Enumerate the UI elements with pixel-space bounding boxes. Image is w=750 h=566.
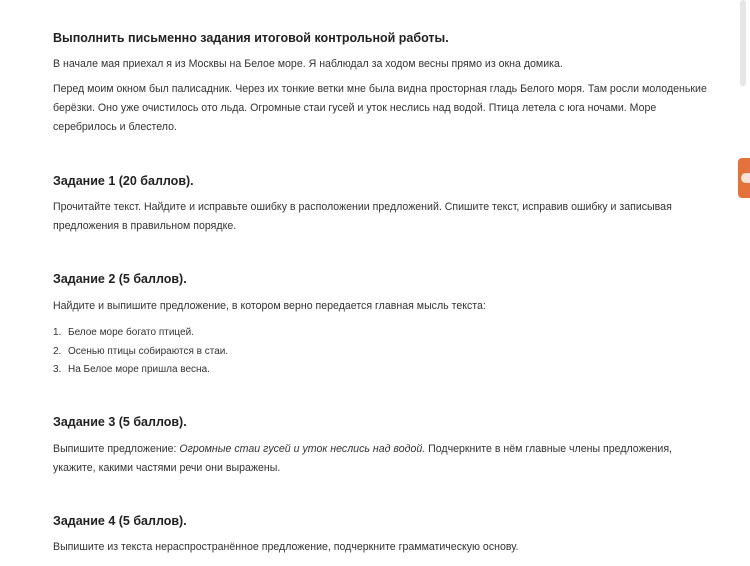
task-2-text: Найдите и выпишите предложение, в котором верно передается главная мысль текста: — [53, 300, 486, 312]
task-4-text: Выпишите из текста нераспространённое предложение, подчеркните грамматическую основу. — [53, 541, 519, 553]
feedback-tab-icon — [741, 173, 750, 183]
task-2-options — [53, 324, 228, 380]
task-1-text: Прочитайте текст. Найдите и исправьте ошибку в расположении предложений. Спишите текст, исправив ошибку и записывая предложения в правильном порядке. — [53, 201, 672, 232]
task-3-heading: Задание 3 (5 баллов). — [53, 415, 187, 429]
list-item-number: 3. — [53, 364, 62, 375]
list-item-text: Осенью птицы собираются в стаи. — [68, 345, 229, 357]
intro-paragraph-1: В начале мая приехал я из Москвы на Белое море. Я наблюдал за ходом весны прямо из окна домика. — [53, 58, 563, 70]
task-3-text — [53, 440, 703, 478]
task-1-heading: Задание 1 (20 баллов). — [53, 174, 194, 188]
list-item-number: 1. — [53, 327, 62, 338]
list-item — [53, 324, 228, 343]
feedback-tab[interactable] — [738, 158, 750, 198]
task-2-heading: Задание 2 (5 баллов). — [53, 272, 187, 286]
task-3-text-prefix: Выпишите предложение: — [53, 443, 180, 455]
list-item — [53, 343, 228, 362]
page-title: Выполнить письменно задания итоговой контрольной работы. — [53, 31, 449, 45]
task-3-quoted-sentence: Огромные стаи гусей и уток неслись над водой. — [179, 443, 426, 455]
list-item-text: На Белое море пришла весна. — [68, 364, 210, 375]
intro-paragraph-2: Перед моим окном был палисадник. Через их тонкие ветки мне была видна просторная гладь Белого моря. Там росли молоденькие берёзки. Оно уже очистилось ото льда. Огромные стаи гусей и уток неслись над водой. Птица летела с юга ночами. Море серебрилось и блестело. — [53, 83, 707, 133]
list-item — [53, 361, 228, 380]
vertical-scrollbar[interactable] — [740, 0, 746, 86]
task-3-text-suffix: Подчеркните в нём главные члены предложения, укажите, какими частями речи они выражены. — [53, 443, 672, 474]
task-4-heading: Задание 4 (5 баллов). — [53, 514, 187, 528]
list-item-text: Белое море богато птицей. — [68, 327, 194, 338]
list-item-number: 2. — [53, 345, 62, 357]
